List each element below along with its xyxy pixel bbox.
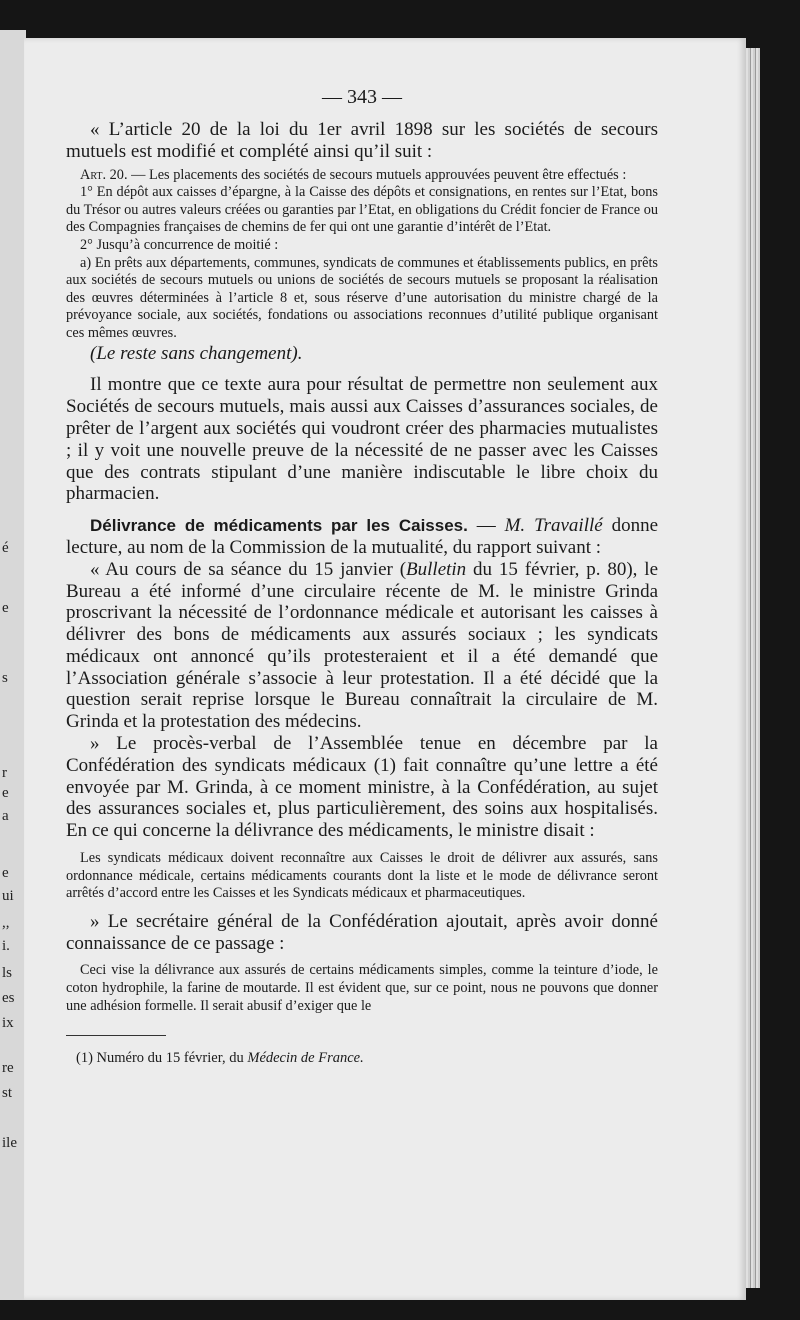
facing-page-fragment: st — [2, 1085, 13, 1101]
paragraph-report-3: » Le secrétaire général de la Confédération ajoutait, après avoir donné connaissance de ce passage : — [66, 910, 658, 954]
quote-item-2: 2° Jusqu’à concurrence de moitié : — [80, 236, 279, 253]
footnote-source: Médecin de France. — [247, 1050, 364, 1067]
facing-page-fragment: s — [2, 670, 8, 686]
paragraph-commentary: Il montre que ce texte aura pour résultat de permettre non seulement aux Sociétés de secours mutuels, mais aussi aux Caisses d’assurances sociales, de prêter de l’argent aux sociétés qui voudront créer des pharmacies mutualistes ; il y voit une nouvelle preuve de la nécessité de ne passer avec les Caisses que des contrats stipulant d’une manière indiscutable le libre choix du pharmacien. — [66, 374, 658, 505]
quote-minister: Les syndicats médicaux doivent reconnaître aux Caisses le droit de délivrer aux assurés, sans ordonnance médicale, certains médicaments courants dont la liste et le mode de délivrance seront arrêtés d’accord entre les Caisses et les Syndicats médicaux et pharmaceutiques. — [66, 850, 658, 902]
facing-page-fragment: ile — [2, 1135, 17, 1151]
paragraph-report-2: » Le procès-verbal de l’Assemblée tenue en décembre par la Confédération des syndicats médicaux (1) fait connaître qu’une lettre a été envoyée par M. Grinda, à ce moment ministre, à la Confédération, au sujet des assurances sociales et, plus particulièrement, des soins aux hospitalisés. En ce qui concerne la délivrance des médicaments, le ministre disait : — [66, 733, 658, 842]
facing-page-fragment: re — [2, 1060, 14, 1076]
footnote-text: (1) Numéro du 15 février, du — [76, 1050, 248, 1067]
facing-page-fragment: ix — [2, 1015, 14, 1031]
page-number: — 343 — — [322, 86, 402, 108]
facing-page-fragment: ui — [2, 888, 14, 904]
article-label: Art. 20. — [80, 166, 128, 183]
paragraph-report-1 — [66, 559, 658, 733]
quote-secretary: Ceci vise la délivrance aux assurés de certains médicaments simples, comme la teinture d’iode, le coton hydrophile, la farine de moutarde. Il est évident que, sur ce point, nous ne pouvons que donner une adhésion formelle. Il serait abusif d’exiger que le — [66, 962, 658, 1014]
section-heading: Délivrance de médicaments par les Caisses. — [90, 516, 468, 536]
heading-dash: — — [467, 515, 505, 537]
facing-page-fragment: r — [2, 765, 7, 781]
page-content — [66, 86, 658, 1067]
facing-page-fragment: e — [2, 785, 9, 801]
facing-page-fragment: é — [2, 540, 9, 556]
facing-page-fragment: ls — [2, 965, 13, 981]
facing-page-fragment: a — [2, 808, 9, 824]
rest-unchanged-note: (Le reste sans changement). — [90, 342, 303, 364]
speaker-name: M. Travaillé — [504, 515, 603, 537]
facing-page-fragment: i. — [2, 938, 10, 954]
facing-page-fragment: es — [2, 990, 15, 1006]
facing-page-fragment: e — [2, 865, 9, 881]
bulletin-title: Bulletin — [406, 558, 467, 580]
paragraph-article-intro: « L’article 20 de la loi du 1er avril 1898 sur les sociétés de secours mutuels est modifié et complété ainsi qu’il suit : — [66, 119, 658, 162]
report-text-cont: du 15 février, p. 80), le Bureau a été informé d’une circulaire récente de M. le ministre Grinda proscrivant la nécessité de l’ordonnance médicale et autorisant les caisses à délivrer des bons de médicaments aux assurés sociaux ; les syndicats médicaux ont annoncé qu’ils protesteraient et il a été demandé que l’Association générale s’associe à leur protestation. Il a été décidé que la question serait reprise lorsque le Bureau connaîtrait la circulaire de M. Grinda et la protestation des médecins. — [66, 558, 658, 733]
footnote-rule — [66, 1035, 166, 1036]
heading-rest: donne lecture, au nom de la Commission de la mutualité, du rapport suivant : — [66, 515, 658, 558]
report-text: « Au cours de sa séance du 15 janvier ( — [90, 558, 407, 580]
facing-page-fragment: e — [2, 600, 9, 616]
facing-page-edge — [0, 30, 26, 1300]
footnote — [66, 1050, 658, 1067]
quote-item-1: 1° En dépôt aux caisses d’épargne, à la Caisse des dépôts et consignations, en rentes sur l’Etat, bons du Trésor ou autres valeurs créées ou garanties par l’Etat, en obligations du Crédit foncier de France ou des Compagnies françaises de chemins de fer qui ont une garantie d’intérêt de l’Etat. — [66, 184, 658, 236]
facing-page-fragment: ,, — [2, 915, 10, 931]
article-text: — Les placements des sociétés de secours mutuels approuvées peuvent être effectués : — [127, 166, 627, 183]
quote-article-20 — [66, 167, 658, 185]
quote-item-2a: a) En prêts aux départements, communes, syndicats de communes et établissements publics, en prêts aux sociétés de secours mutuels ou unions de sociétés de secours mutuels se proposant la réalisation des œuvres déterminées à l’article 8 et, sous réserve d’une autorisation du ministre chargé de la prévoyance sociale, aux sociétés, fondations ou associations reconnues d’utilité publique organisant ces mêmes œuvres. — [66, 254, 658, 341]
section-heading-paragraph — [66, 515, 658, 559]
